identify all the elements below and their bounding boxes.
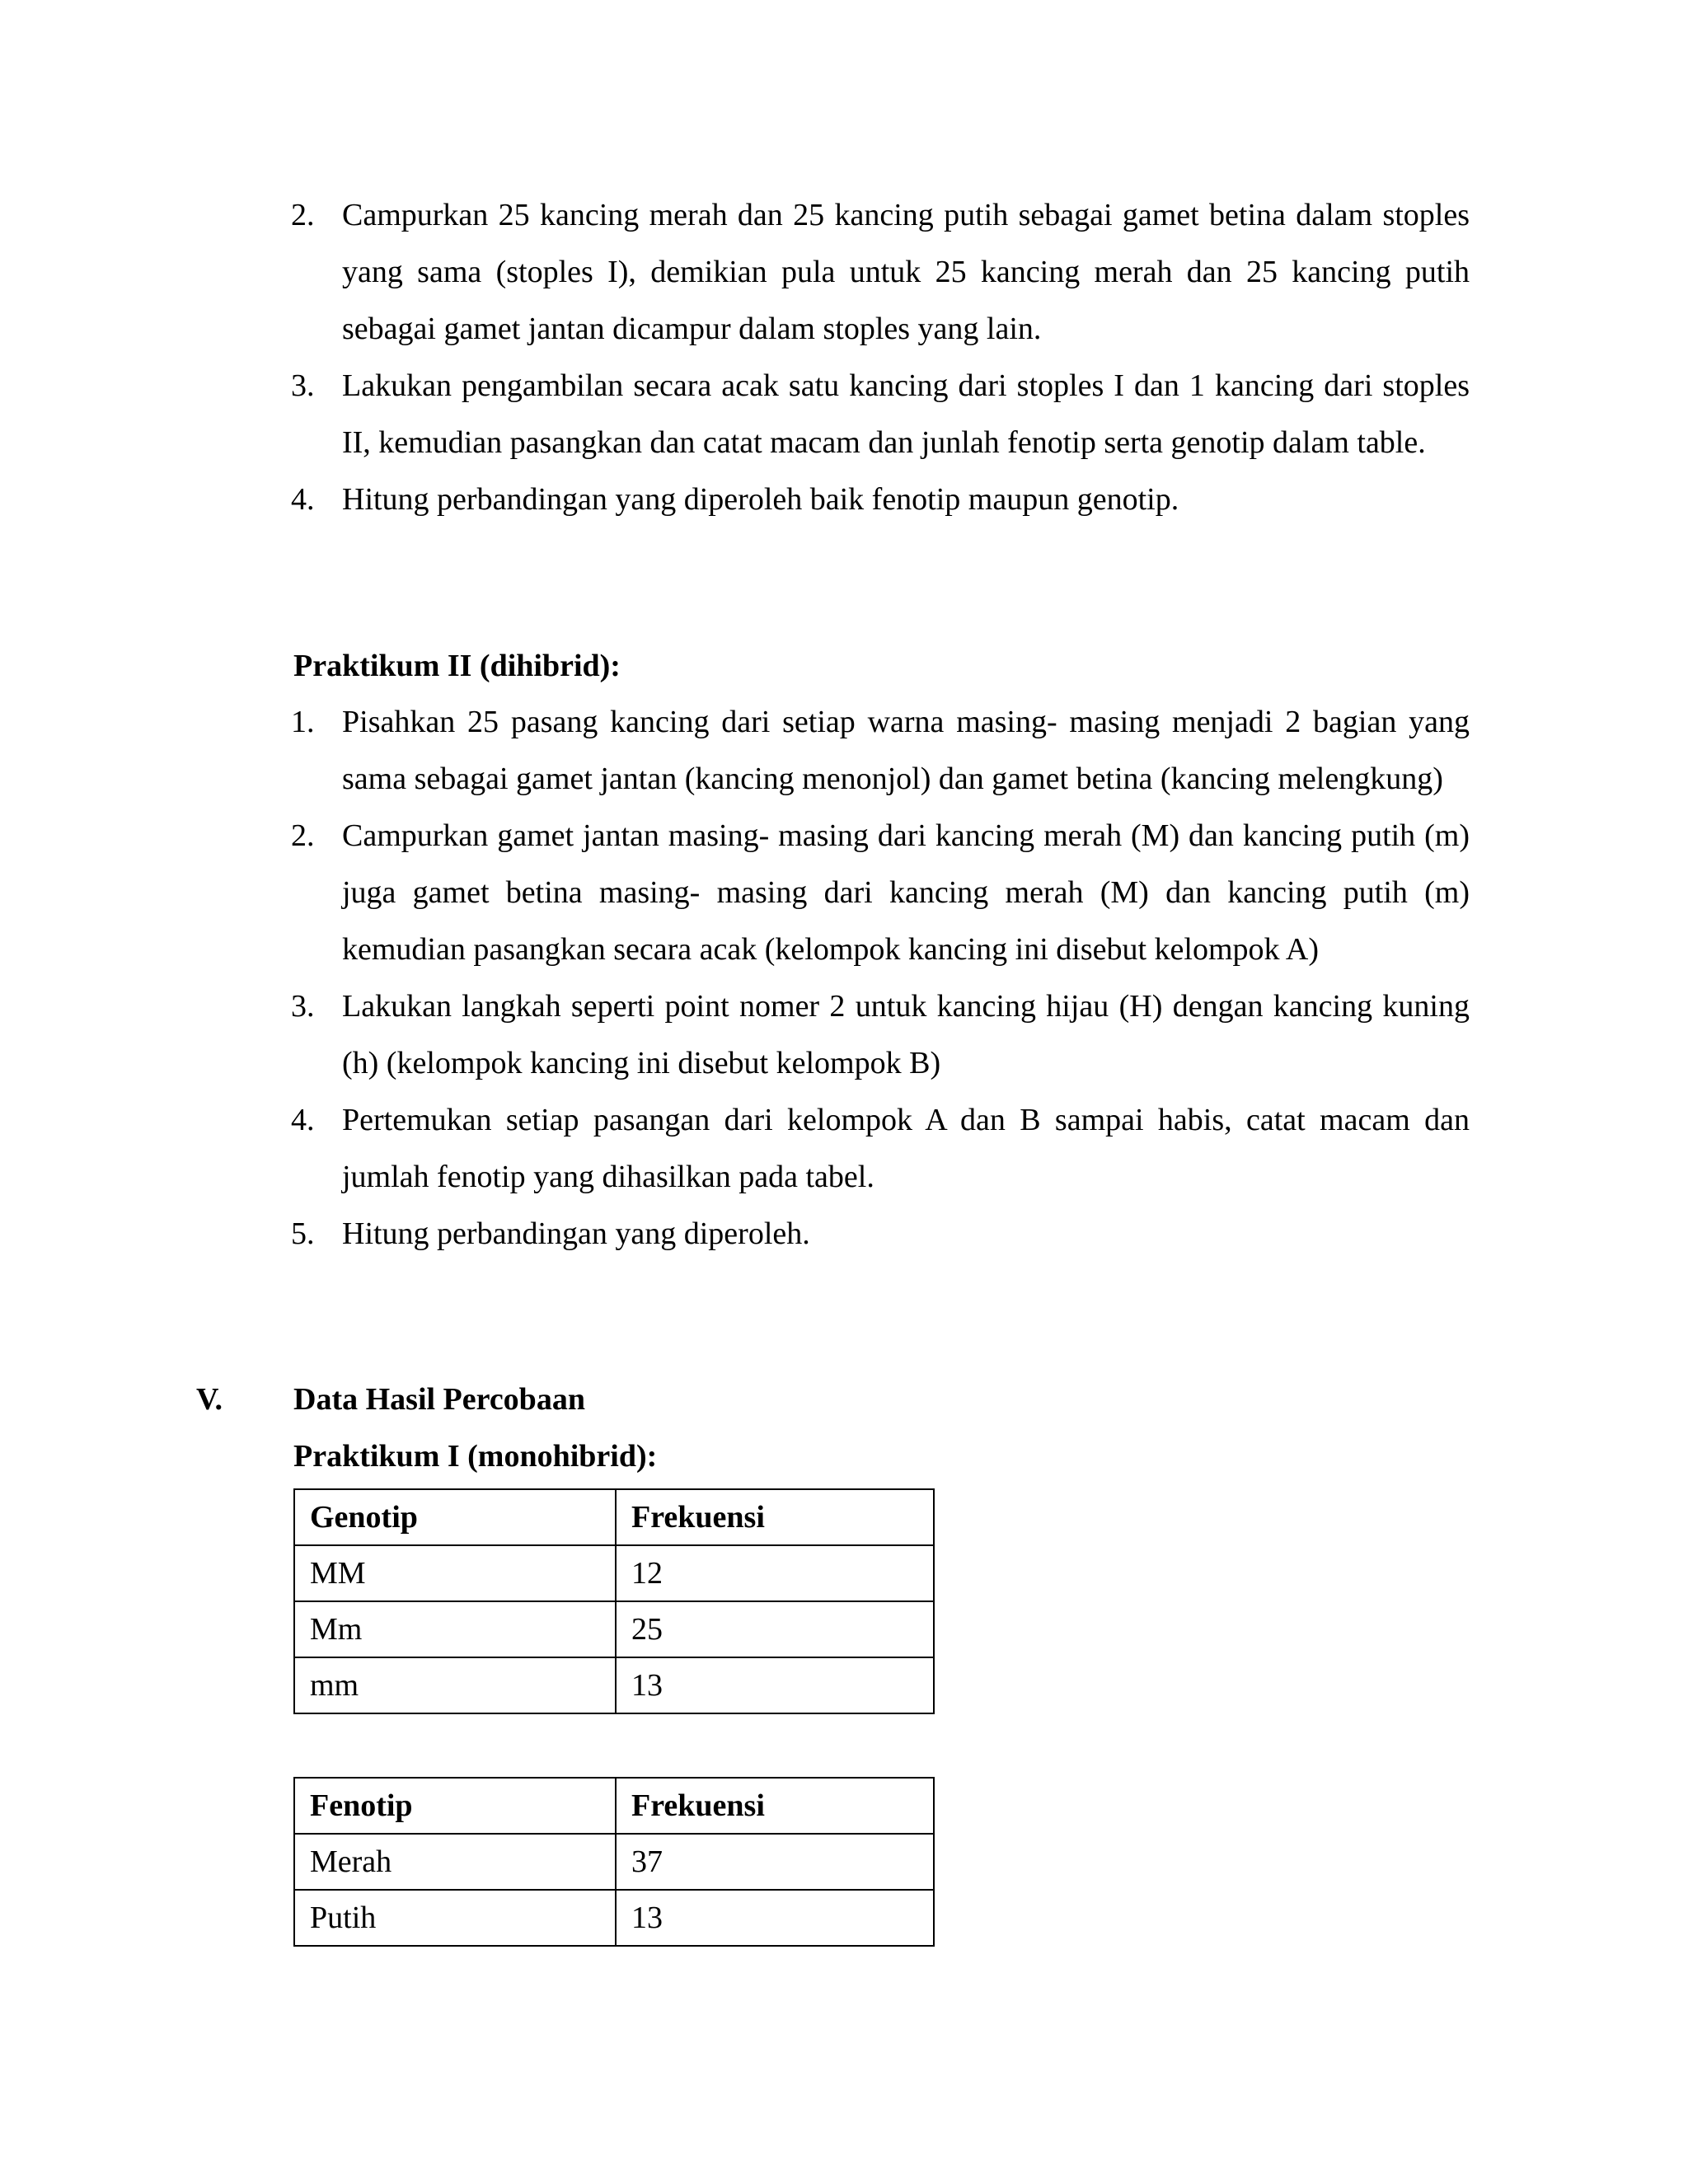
table-cell: 37 <box>616 1834 934 1890</box>
table-header-cell: Genotip <box>294 1489 616 1545</box>
genotip-table <box>293 1488 935 1714</box>
table-cell: mm <box>294 1657 616 1713</box>
procedure-list-praktikum-1 <box>291 187 1470 528</box>
list-item-number: 4. <box>291 1103 315 1137</box>
list-item-text: Hitung perbandingan yang diperoleh baik fenotip maupun genotip. <box>342 482 1179 517</box>
list-item-text: Campurkan gamet jantan masing- masing dari kancing merah (M) dan kancing putih (m) juga gamet betina masing- masing dari kancing merah (M) dan kancing putih (m) kemudian pasangkan secara acak (kelompok kancing ini disebut kelompok A) <box>342 818 1470 967</box>
table-cell: 13 <box>616 1657 934 1713</box>
table-header-cell: Fenotip <box>294 1778 616 1834</box>
fenotip-table <box>293 1777 935 1947</box>
table-header-cell: Frekuensi <box>616 1778 934 1834</box>
table-cell: MM <box>294 1545 616 1601</box>
table-cell: Mm <box>294 1601 616 1657</box>
list-item-number: 5. <box>291 1216 315 1251</box>
list-item-text: Hitung perbandingan yang diperoleh. <box>342 1216 810 1251</box>
table-header-row <box>294 1778 934 1834</box>
table-row <box>294 1657 934 1713</box>
list-item <box>291 978 1470 1092</box>
praktikum-2-heading: Praktikum II (dihibrid): <box>293 649 621 683</box>
list-item <box>291 1092 1470 1206</box>
list-item <box>291 187 1470 358</box>
table-cell: 12 <box>616 1545 934 1601</box>
table-row <box>294 1601 934 1657</box>
table-cell: 13 <box>616 1890 934 1946</box>
list-item-number: 3. <box>291 989 315 1024</box>
list-item-text: Campurkan 25 kancing merah dan 25 kancing putih sebagai gamet betina dalam stoples yang sama (stoples I), demikian pula untuk 25 kancing merah dan 25 kancing putih sebagai gamet jantan dicampur dalam stoples yang lain. <box>342 198 1470 346</box>
list-item-text: Lakukan pengambilan secara acak satu kancing dari stoples I dan 1 kancing dari stoples II, kemudian pasangkan dan catat macam dan junlah fenotip serta genotip dalam table. <box>342 368 1470 460</box>
table-row <box>294 1834 934 1890</box>
table-header-cell: Frekuensi <box>616 1489 934 1545</box>
procedure-list-praktikum-2 <box>291 694 1470 1263</box>
list-item-text: Pertemukan setiap pasangan dari kelompok A dan B sampai habis, catat macam dan jumlah fenotip yang dihasilkan pada tabel. <box>342 1103 1470 1194</box>
section-number: V. <box>196 1382 223 1417</box>
list-item-number: 1. <box>291 705 315 739</box>
list-item <box>291 694 1470 808</box>
table-cell: Putih <box>294 1890 616 1946</box>
list-item <box>291 808 1470 978</box>
list-item <box>291 471 1470 528</box>
list-item-number: 4. <box>291 482 315 517</box>
list-item-text: Lakukan langkah seperti point nomer 2 untuk kancing hijau (H) dengan kancing kuning (h) (kelompok kancing ini disebut kelompok B) <box>342 989 1470 1080</box>
list-item <box>291 358 1470 471</box>
list-item-number: 3. <box>291 368 315 403</box>
list-item-number: 2. <box>291 818 315 853</box>
table-cell: 25 <box>616 1601 934 1657</box>
table-row <box>294 1890 934 1946</box>
list-item-text: Pisahkan 25 pasang kancing dari setiap warna masing- masing menjadi 2 bagian yang sama sebagai gamet jantan (kancing menonjol) dan gamet betina (kancing melengkung) <box>342 705 1470 796</box>
table-cell: Merah <box>294 1834 616 1890</box>
table-header-row <box>294 1489 934 1545</box>
table-row <box>294 1545 934 1601</box>
section-title: Data Hasil Percobaan <box>293 1382 585 1417</box>
list-item-number: 2. <box>291 198 315 232</box>
praktikum-1-heading: Praktikum I (monohibrid): <box>293 1439 658 1474</box>
list-item <box>291 1206 1470 1263</box>
